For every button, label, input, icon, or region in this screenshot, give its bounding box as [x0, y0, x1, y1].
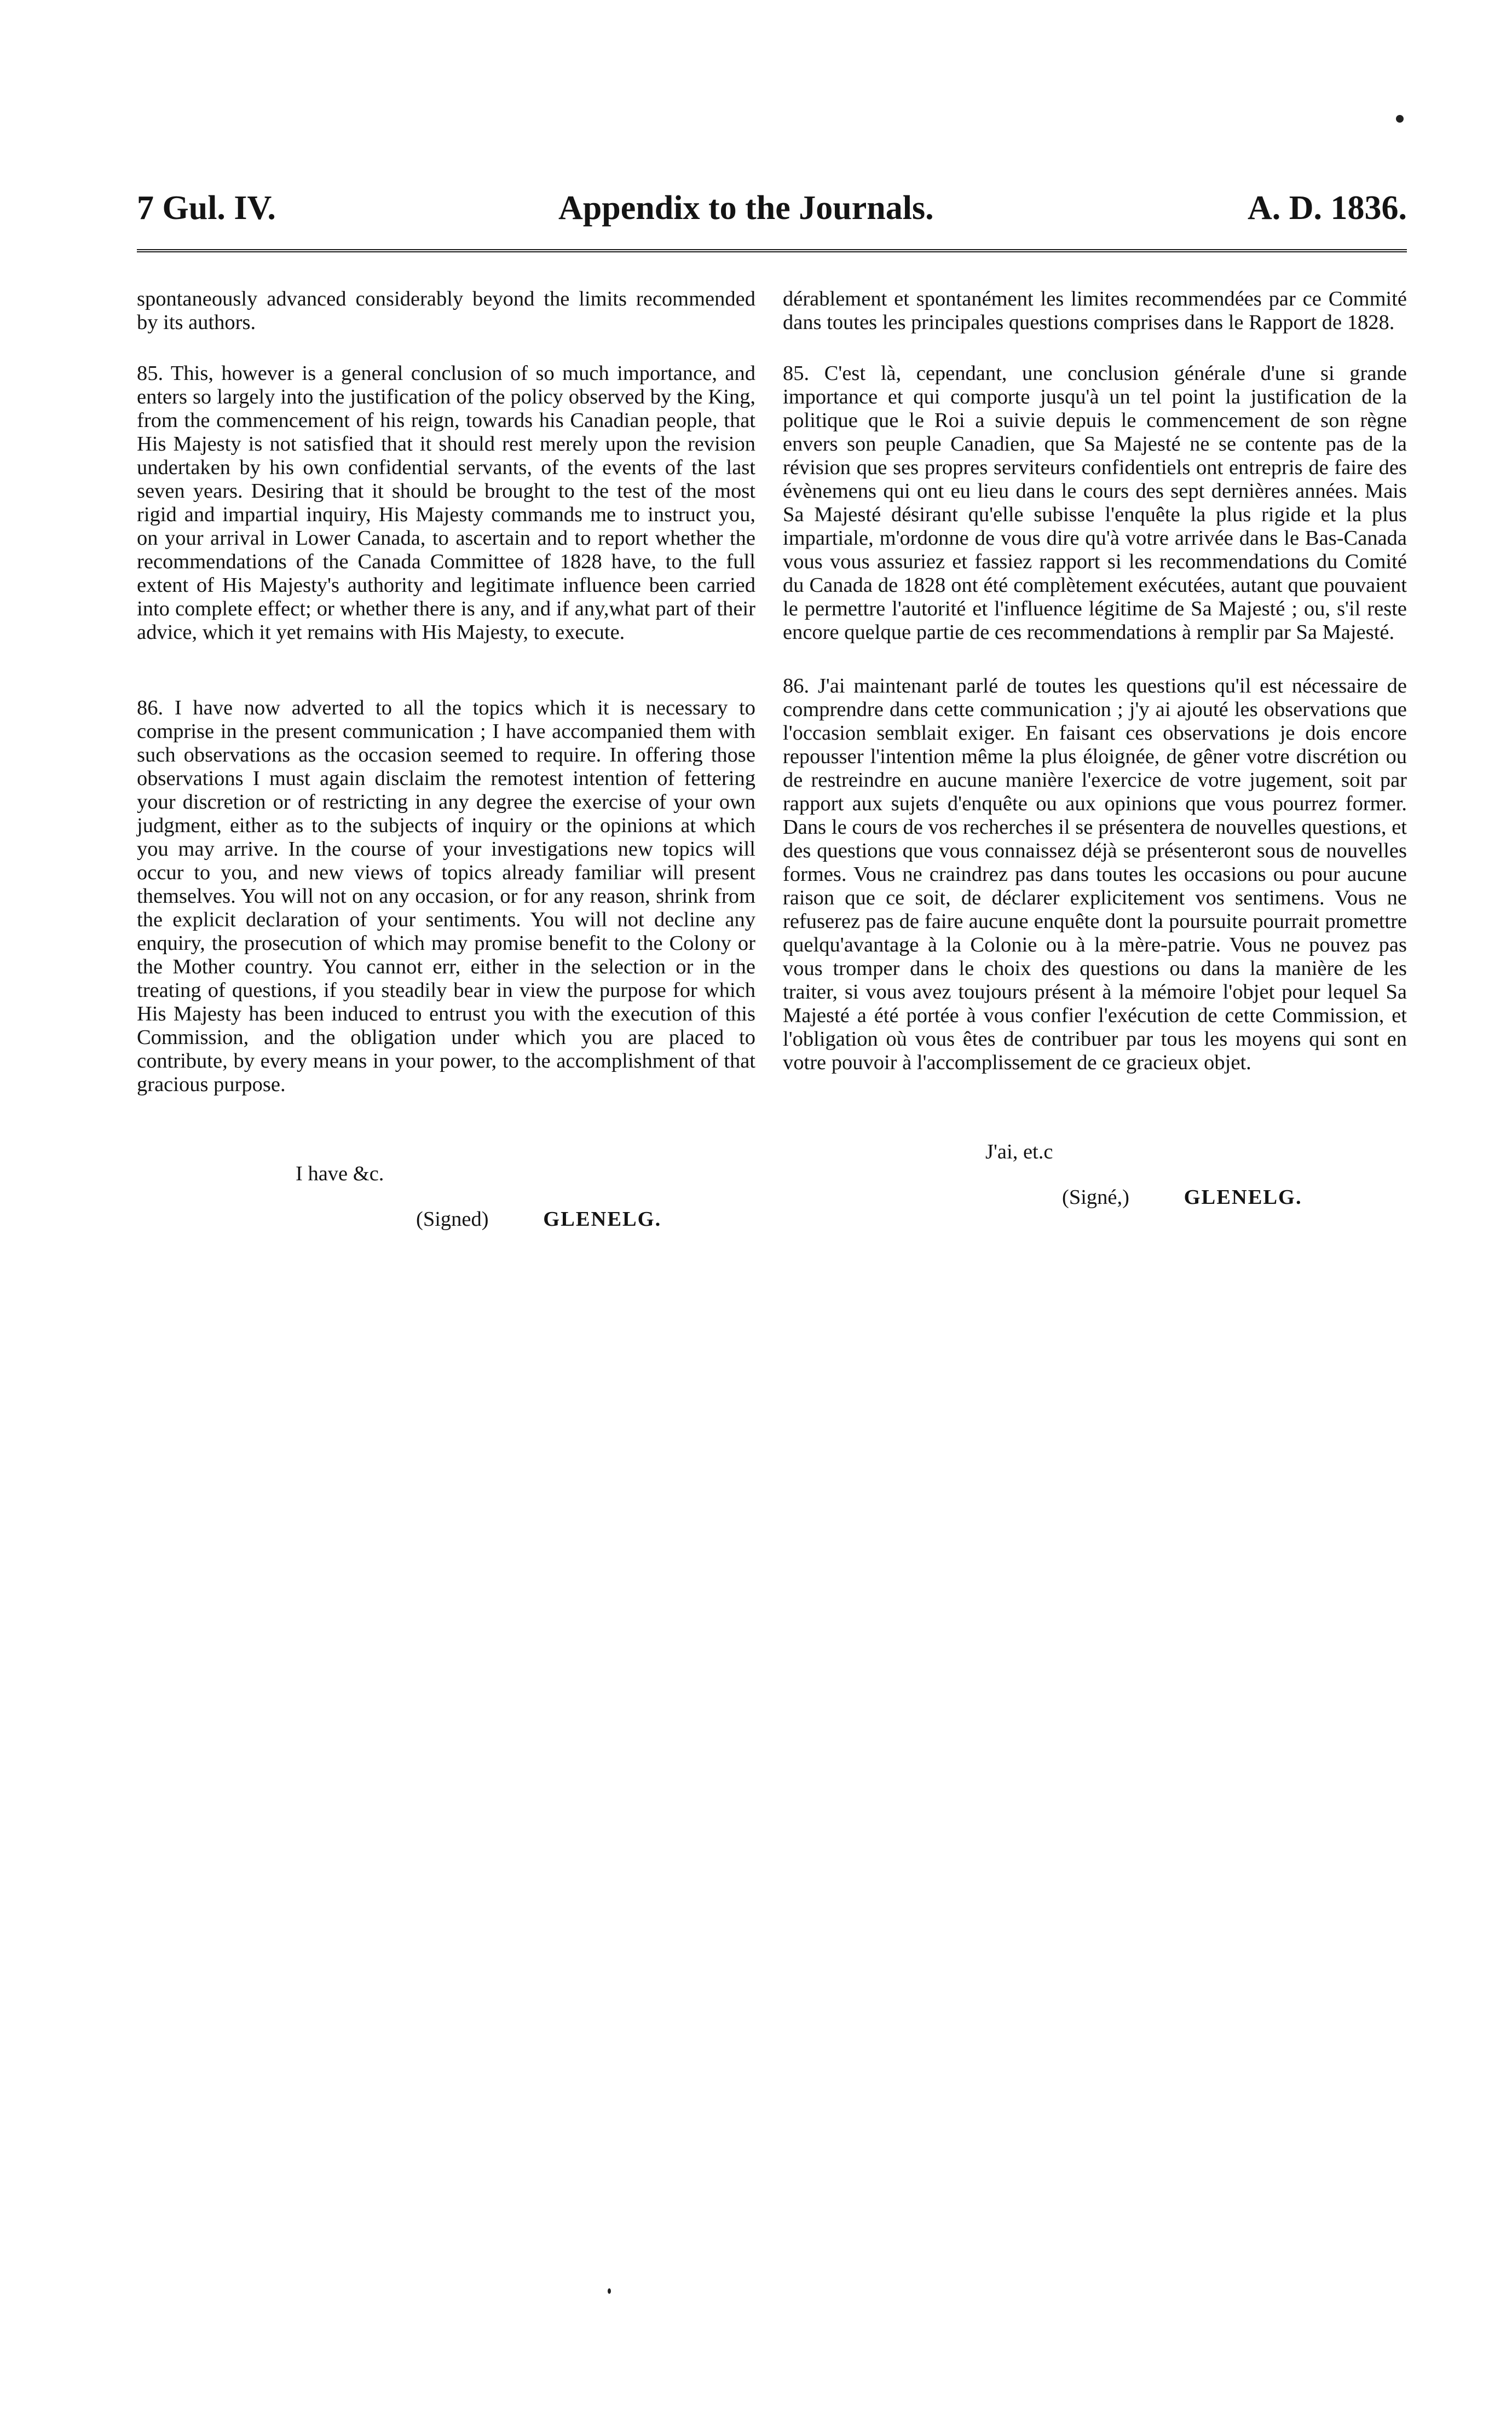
english-signed-label: (Signed): [416, 1208, 489, 1231]
ink-speck: [608, 2288, 611, 2294]
french-signature: [783, 1186, 1407, 1209]
english-continuation-paragraph: spontaneously advanced considerably beyond the limits recommended by its authors.: [137, 287, 755, 334]
english-signature: [137, 1208, 755, 1231]
english-signed-name: GLENELG.: [543, 1208, 662, 1231]
header-rule: [137, 249, 1407, 252]
header-regnal-year: 7 Gul. IV.: [137, 189, 276, 227]
english-closing: I have &c.: [296, 1162, 384, 1185]
header-year: A. D. 1836.: [1247, 189, 1407, 227]
header-title: Appendix to the Journals.: [558, 189, 934, 227]
french-continuation-paragraph: dérablement et spontanément les limites recommendées par ce Commité dans toutes les principales questions comprises dans le Rapport de 1828.: [783, 287, 1407, 334]
ink-speck: [1396, 115, 1404, 123]
english-paragraph-85: 85. This, however is a general conclusion of so much importance, and enters so largely into the justification of the policy observed by the King, from the commencement of his reign, towards his Canadian people, that His Majesty is not satisfied that it should rest merely upon the revision undertaken by his own confidential servants, of the events of the last seven years. Desiring that it should be brought to the test of the most rigid and impartial inquiry, His Majesty commands me to instruct you, on your arrival in Lower Canada, to ascertain and to report whether the recommendations of the Canada Committee of 1828 have, to the full extent of His Majesty's authority and legitimate influence been carried into complete effect; or whether there is any, and if any,what part of their advice, which it yet remains with His Majesty, to execute.: [137, 362, 755, 644]
french-column: [783, 287, 1407, 1209]
page-header: [137, 181, 1407, 241]
french-closing: J'ai, et.c: [985, 1140, 1053, 1163]
english-paragraph-86: 86. I have now adverted to all the topics which it is necessary to comprise in the present communication ; I have accompanied them with such observations as the occasion seemed to require. In offering those observations I must again disclaim the remotest intention of fettering your discretion or of restricting in any degree the exercise of your own judgment, either as to the subjects of inquiry or the opinions at which you may arrive. In the course of your investigations new topics will occur to you, and new views of topics already familiar will present themselves. You will not on any occasion, or for any reason, shrink from the explicit declaration of your sentiments. You will not decline any enquiry, the prosecution of which may promise benefit to the Colony or the Mother country. You cannot err, either in the selection or in the treating of questions, if you steadily bear in view the purpose for which His Majesty has been induced to entrust you with the execution of this Commission, and the obligation under which you are placed to contribute, by every means in your power, to the accomplishment of that gracious purpose.: [137, 696, 755, 1096]
french-signed-label: (Signé,): [1062, 1186, 1129, 1209]
french-paragraph-86: 86. J'ai maintenant parlé de toutes les questions qu'il est nécessaire de comprendre dans cette communication ; j'y ai ajouté les observations que l'occasion semblait exiger. En faisant ces observations je dois encore repousser l'intention même la plus éloignée, de gêner votre discrétion ou de restreindre en aucune manière l'exercice de votre jugement, soit par rapport aux sujets d'enquête ou aux opinions que vous pourrez former. Dans le cours de vos recherches il se présentera de nouvelles questions, et des questions que vous connaissez déjà se présenteront sous de nouvelles formes. Vous ne craindrez pas dans toutes les occasions ou pour aucune raison que ce soit, de déclarer explicitement vos sentimens. Vous ne refuserez pas de faire aucune enquête dont la poursuite pourrait promettre quelqu'avantage à la Colonie ou à la mère-patrie. Vous ne pouvez pas vous tromper dans le choix des questions ou dans la manière de les traiter, si vous avez toujours présent à la mémoire l'objet pour lequel Sa Majesté a été portée à vous confier l'exécution de cette Commission, et l'obligation où vous êtes de contribuer par tous les moyens qui sont en votre pouvoir à l'accomplissement de ce gracieux objet.: [783, 674, 1407, 1074]
french-paragraph-85: 85. C'est là, cependant, une conclusion générale d'une si grande importance et qui comporte jusqu'à un tel point la justification de la politique que le Roi a suivie depuis le commencement de son règne envers son peuple Canadien, que Sa Majesté ne se contente pas de la révision que ses propres serviteurs confidentiels ont entrepris de faire des évènemens qui ont eu lieu dans le cours des sept dernières années. Mais Sa Majesté désirant qu'elle subisse l'enquête la plus rigide et la plus impartiale, m'ordonne de vous dire qu'à votre arrivée dans le Bas-Canada vous vous assuriez et fassiez rapport si les recommendations du Comité du Canada de 1828 ont été complètement exécutées, autant que pouvaient le permettre l'autorité et l'influence légitime de Sa Majesté ; ou, s'il reste encore quelque partie de ces recommendations à remplir par Sa Majesté.: [783, 362, 1407, 644]
english-column: [137, 287, 755, 1231]
french-signed-name: GLENELG.: [1184, 1186, 1302, 1209]
